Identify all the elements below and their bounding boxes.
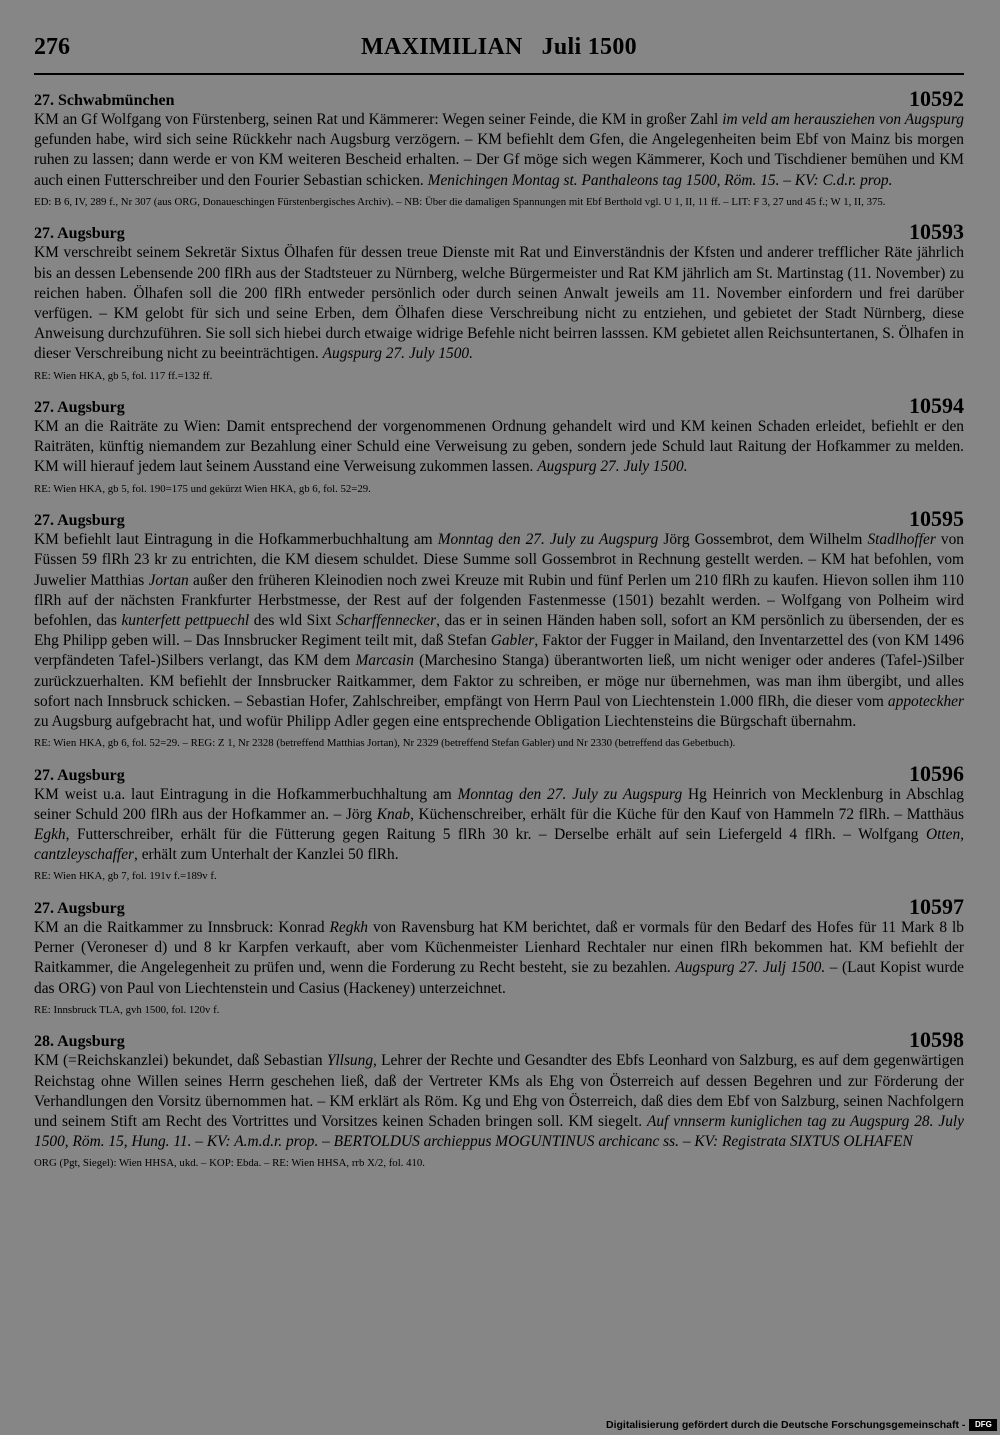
- text-run: KM befiehlt laut Eintragung in die Hofkammerbuchhaltung am: [34, 531, 438, 549]
- text-run: KM verschreibt seinem Sekretär Sixtus Ölhafen für dessen treue Dienste mit Rat und Einverständnis der Kfsten und anderer trefflicher Räte jährlich bis an dessen Lebensende 200 flRh aus der Stadtsteuer zu Nürnberg, welche Bürgermeister und Rat KM jährlich am St. Martinstag (11. November) zu reichen haben. Ölhafen soll die 200 flRh entweder persönlich oder durch seinen Anwalt jeweils am 11. November einfordern und frei darüber verfügen. – KM gelobt für sich und seine Erben, dem Ölhafen diese Verschreibung nicht zu entziehen, und gebietet der Stadt Nürnberg, diese Anweisung durchzuführen. Sie soll sich hiebei durch etwaige widrige Befehle nicht beirren lasssen. KM gebietet allen Reichsuntertanen, S. Ölhafen in dieser Verschreibung nicht zu beeinträchtigen.: [34, 244, 964, 363]
- entry-date-place: 27. Augsburg: [34, 512, 125, 530]
- text-run: von Füssen 59 flRh 23 kr zu entrichten, die KM diesem schuldet. Diese Summe soll Gossembrot in Rechnung gestellt werden. – KM hat befohlen, vom Juwelier Matthias: [34, 531, 964, 589]
- italic-run: Scharffennecker: [336, 611, 437, 629]
- text-run: (Marchesino Stanga) überantworten ließ, um nicht weniger oder anderes (Tafel-)Silber zurückzuerhalten. KM befiehlt der Innsbrucker Raitkammer, dem Faktor zu schreiben, er möge nur übernehmen, was man ihm übergibt, und alles sofort nach Innsbruck schicken. – Sebastian Hofer, Zahlschreiber, empfängt von Herrn Paul von Liechtenstein 1.000 flRh, die dieser vom: [34, 652, 964, 710]
- entry-number: 10594: [909, 393, 964, 419]
- italic-run: Menichingen Montag st. Panthaleons tag 1500, Röm. 15. – KV: C.d.r. prop.: [427, 171, 893, 189]
- entry-notes: RE: Wien HKA, gb 5, fol. 117 ff.=132 ff.: [34, 369, 213, 382]
- entries-list: [34, 88, 964, 1183]
- italic-run: Auf vnnserm kuniglichen tag zu Augspurg 28. July 1500, Röm. 15, Hung. 11. – KV: A.m.d.r. prop. – BERTOLDUS archieppus MOGUNTINUS archicanc ss. – KV: Registrata SIXTUS OLHAFEN: [34, 1112, 964, 1151]
- text-run: , Futterschreiber, erhält für die Fütterung gegen Raitung 5 flRh 30 kr. – Derselbe erhält auf sein Liefergeld 4 flRh. – Wolfgang: [65, 826, 926, 844]
- text-run: KM an die Raitkammer zu Innsbruck: Konrad: [34, 918, 330, 936]
- entry-date-place: 27. Schwabmünchen: [34, 92, 175, 109]
- text-run: , erhält zum Unterhalt der Kanzlei 50 flRh.: [134, 846, 399, 864]
- header-rule: [34, 73, 964, 75]
- text-run: KM an die Raiträte zu Wien: Damit entsprechend der vorgenommenen Ordnung gehandelt wird und KM keinen Schaden erleidet, befiehlt er den Raiträten, künftig niemandem zur Bezahlung einer Schuld eine Verweisung zu geben, sondern jede Schuld laut Raitung der Hofkammer zu melden. KM will hierauf jedem laut seinem Ausstand eine Verweisung zukommen lassen.: [34, 418, 964, 476]
- entry-head: [34, 1029, 964, 1051]
- entry-notes: RE: Wien HKA, gb 6, fol. 52=29. – REG: Z 1, Nr 2328 (betreffend Matthias Jortan), Nr 2329 (betreffend Stefan Gabler) und Nr 2330 (betreffend das Gebetbuch).: [34, 737, 736, 750]
- entry-head: [34, 508, 964, 530]
- entry-head: [34, 893, 964, 919]
- italic-run: Egkh: [34, 826, 66, 844]
- entry-number: 10592: [909, 86, 964, 111]
- entry-number: 10597: [909, 893, 964, 919]
- italic-run: Augspurg 27. Julj 1500.: [675, 959, 826, 977]
- text-run: des wld Sixt: [249, 611, 337, 629]
- text-run: Hg Heinrich von Mecklenburg in Abschlag seiner Schuld 200 flRh aus der Hofkammer an. – Jörg: [34, 785, 964, 823]
- entry-number: 10598: [909, 1027, 964, 1053]
- entry: [34, 893, 965, 1017]
- entry-notes: RE: Wien HKA, gb 5, fol. 190=175 und gekürzt Wien HKA, gb 6, fol. 52=29.: [34, 482, 371, 495]
- entry-body: [34, 530, 964, 732]
- entry-number: 10596: [909, 760, 964, 786]
- entry: [34, 395, 964, 496]
- text-run: , Küchenschreiber, erhält für die Küche für den Kauf von Hammeln 72 flRh. – Matthäus: [410, 805, 965, 823]
- italic-run: Gabler: [490, 632, 535, 650]
- italic-run: Monntag den 27. July zu Augspurg: [437, 531, 659, 549]
- entry-number: 10595: [909, 506, 964, 532]
- entry: [34, 88, 964, 209]
- entry-head: [34, 88, 964, 110]
- entry-body: [34, 1051, 964, 1152]
- entry-head: [34, 221, 964, 243]
- entry-notes: RE: Innsbruck TLA, gvh 1500, fol. 120v f.: [34, 1003, 220, 1016]
- entry-date-place: 27. Augsburg: [34, 766, 125, 784]
- text-run: KM weist u.a. laut Eintragung in die Hofkammerbuchhaltung am: [34, 785, 458, 803]
- text-run: gefunden habe, wird sich seine Rückkehr nach Augsburg verzögern. – KM befiehlt dem Gfen, die Angelegenheiten beim Ebf von Mainz bis morgen ruhen zu lassen; dann werde er von KM weiteren Bescheid erhalten. – Der Gf möge sich wegen Kämmerer, Koch und Tischdiener bemühen und KM auch einen Futterschreiber und den Fourier Sebastian schicken.: [34, 131, 964, 189]
- entry-date-place: 28. Augsburg: [34, 1033, 125, 1051]
- running-title: MAXIMILIAN Juli 1500: [361, 34, 637, 60]
- entry-number: 10593: [909, 219, 964, 245]
- entry-head: [34, 760, 964, 786]
- text-run: KM (=Reichskanzlei) bekundet, daß Sebastian: [34, 1052, 327, 1070]
- entry: [34, 221, 964, 383]
- entry: [34, 508, 964, 751]
- text-run: , das er in seinen Händen haben soll, sofort an KM persönlich zu übersenden, der es Ehg Philipp geben will. – Das Innsbrucker Regiment teilt mit, daß Stefan: [34, 611, 964, 650]
- text-run: von Ravensburg hat KM berichtet, daß er vormals für den Bedarf des Hofes für 11 Mark 8 lb Perner (Veroneser d) und 8 kr Karpfen verkauft, aber vom Küchenmeister Lienhard Rechtaler nur einen flRh bekommen hat. KM befiehlt der Raitkammer, die Angelegenheit zu prüfen und, wenn die Forderung zu Recht besteht, sie zu bezahlen.: [34, 918, 964, 977]
- digitization-footer: [606, 1417, 997, 1433]
- italic-run: Augspurg 27. July 1500.: [537, 458, 688, 476]
- italic-run: Jortan: [148, 571, 189, 589]
- italic-run: Stadlhoffer: [867, 531, 936, 549]
- entry-head: [34, 395, 964, 417]
- footer-credit: Digitalisierung gefördert durch die Deutsche Forschungsgemeinschaft -: [606, 1419, 966, 1431]
- entry: [34, 1029, 964, 1171]
- entry-body: [34, 243, 964, 364]
- entry-date-place: 27. Augsburg: [34, 899, 125, 917]
- text-run: zu Augsburg aufgebracht hat, und wofür Philipp Adler gegen eine entsprechende Obligation Liechtensteins die Bürgschaft übernahm.: [34, 712, 857, 730]
- page-header: [34, 28, 964, 68]
- italic-run: kunterfett pettpuechl: [121, 611, 250, 629]
- entry-body: [34, 918, 964, 999]
- text-run: Jörg Gossembrot, dem Wilhelm: [658, 531, 868, 549]
- entry-body: [34, 110, 964, 191]
- text-run: – (Laut Kopist wurde das ORG) von Paul von Liechtenstein und Casius (Hackeney) unterzeichnet.: [34, 959, 965, 997]
- entry-notes: RE: Wien HKA, gb 7, fol. 191v f.=189v f.: [34, 870, 217, 883]
- entry-body: [34, 417, 964, 478]
- italic-run: Regkh: [329, 918, 368, 936]
- text-run: KM an Gf Wolfgang von Fürstenberg, seinen Rat und Kämmerer: Wegen seiner Feinde, die KM in großer Zahl: [34, 111, 723, 128]
- italic-run: im veld am herausziehen von Augspurg: [722, 111, 964, 128]
- entry-date-place: 27. Augsburg: [34, 399, 125, 417]
- entry: [34, 760, 965, 884]
- entry-date-place: 27. Augsburg: [34, 225, 125, 243]
- text-run: , Lehrer der Rechte und Gesandter des Ebfs Leonhard von Salzburg, es auf dem gegenwärtigen Reichstag ohne Willen seines Herrn geschehen ließ, daß der Vertreter KMs als Ehg von Österreich auf dessen Begehren und zur Förderung der Verhandlungen den Vorsitz übernommen hat. – KM erklärt als Röm. Kg und Ehg von Österreich, daß dies dem Ebf von Salzburg, seinen Nachfolgern und seinem Stift am Recht des Vortrittes und Vorsitzes keinen Schaden bringen soll. KM siegelt.: [34, 1052, 964, 1130]
- italic-run: Yllsung: [326, 1052, 374, 1070]
- italic-run: Marcasin: [355, 652, 414, 670]
- text-run: außer den früheren Kleinodien noch zwei Kreuze mit Rubin und fünf Perlen um 210 flRh zu kaufen. Hievon sollen ihm 110 flRh auf der nächsten Frankfurter Herbstmesse, der Rest auf der folgenden Fastenmesse (1501) bezahlt werden. – Wolfgang von Polheim wird befohlen, das: [34, 571, 964, 629]
- italic-run: Monntag den 27. July zu Augspurg: [457, 785, 683, 803]
- dfg-logo-icon: DFG: [969, 1419, 997, 1431]
- page-number: 276: [34, 34, 70, 60]
- italic-run: appoteckher: [887, 692, 964, 710]
- italic-run: Knab: [376, 805, 411, 823]
- italic-run: Augspurg 27. July 1500.: [322, 345, 473, 363]
- italic-run: Otten, cantzleyschaffer: [34, 826, 964, 864]
- entry-notes: ED: B 6, IV, 289 f., Nr 307 (aus ORG, Donaueschingen Fürstenbergisches Archiv). – NB: Über die damaligen Spannungen mit Ebf Berthold vgl. U 1, II, 11 ff. – LIT: F 3, 27 und 45 f.; W 1, II, 375.: [34, 195, 886, 208]
- entry-notes: ORG (Pgt, Siegel): Wien HHSA, ukd. – KOP: Ebda. – RE: Wien HHSA, rrb X/2, fol. 410.: [34, 1157, 426, 1170]
- text-run: , Faktor der Fugger in Mailand, den Inventarzettel des (von KM 1496 verpfändeten Tafel-)Silbers verlangt, das KM dem: [34, 632, 964, 670]
- entry-body: [34, 785, 964, 866]
